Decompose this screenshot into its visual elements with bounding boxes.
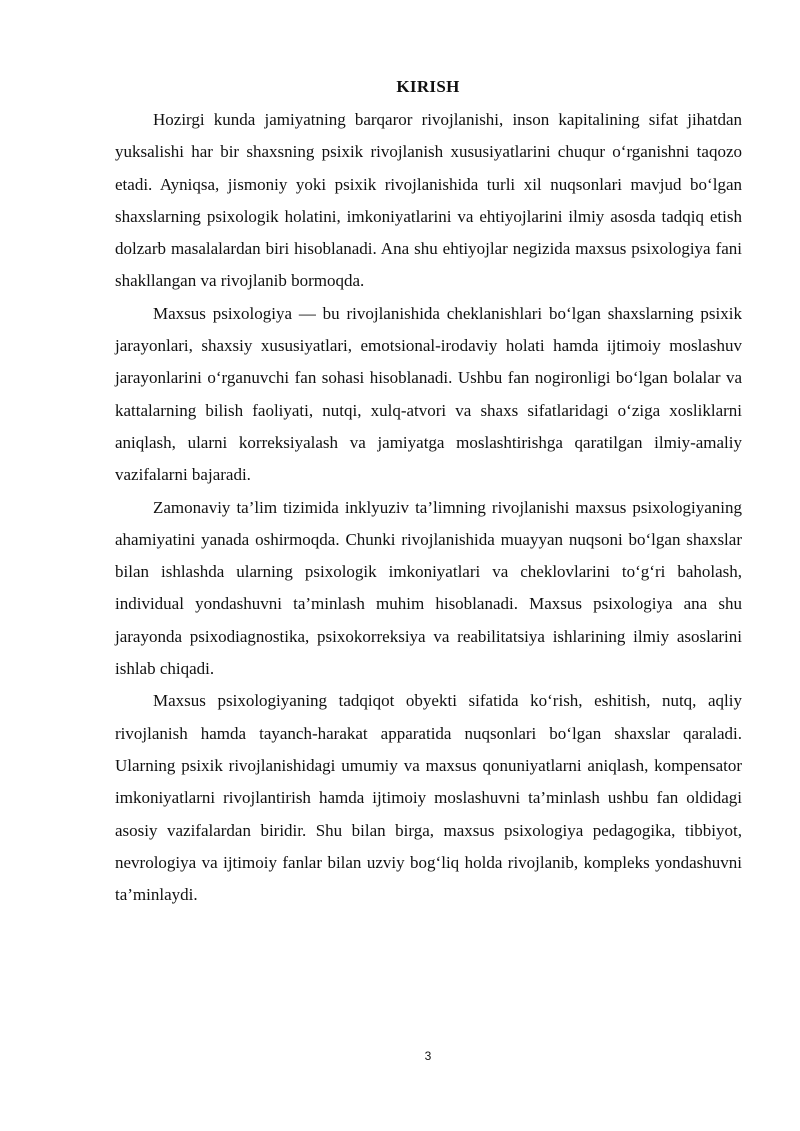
section-heading: KIRISH	[396, 77, 460, 96]
paragraph-1: Hozirgi kunda jamiyatning barqaror rivojlanishi, inson kapitalining sifat jihatdan yuksalishi har bir shaxsning psixik rivojlanish xususiyatlarini chuqur o‘rganishni taqozo etadi. Ayniqsa, jismoniy yoki psixik rivojlanishida turli xil nuqsonlari mavjud bo‘lgan shaxslarning psixologik holatini, imkoniyatlarini va ehtiyojlarini ilmiy asosda tadqiq etish dolzarb masalalardan biri hisoblanadi. Ana shu ehtiyojlar negizida maxsus psixologiya fani shakllangan va rivojlanib bormoqda.	[115, 110, 742, 291]
paragraph-3: Zamonaviy ta’lim tizimida inklyuziv ta’limning rivojlanishi maxsus psixologiyaning ahamiyatini yanada oshirmoqda. Chunki rivojlanishida muayyan nuqsoni bo‘lgan shaxslar bilan ishlashda ularning psixologik imkoniyatlari va cheklovlarini to‘g‘ri baholash, individual yondashuvni ta’minlash muhim hisoblanadi. Maxsus psixologiya ana shu jarayonda psixodiagnostika, psixokorreksiya va reabilitatsiya ishlarining ilmiy asoslarini ishlab chiqadi.	[115, 497, 742, 679]
paragraph-2: Maxsus psixologiya — bu rivojlanishida cheklanishlari bo‘lgan shaxslarning psixik jarayonlari, shaxsiy xususiyatlari, emotsional-irodaviy holati hamda ijtimoiy moslashuv jarayonlarini o‘rganuvchi fan sohasi hisoblanadi. Ushbu fan nogironligi bo‘lgan bolalar va kattalarning bilish faoliyati, nutqi, xulq-atvori va shaxs sifatlaridagi o‘ziga xosliklarni aniqlash, ularni korreksiyalash va jamiyatga moslashtirishga qaratilgan ilmiy-amaliy vazifalarni bajaradi.	[115, 303, 742, 485]
page-number: 3	[424, 1049, 432, 1063]
paragraph-4: Maxsus psixologiyaning tadqiqot obyekti sifatida ko‘rish, eshitish, nutq, aqliy rivojlanish hamda tayanch-harakat apparatida nuqsonlari bo‘lgan shaxslar qaraladi. Ularning psixik rivojlanishidagi umumiy va maxsus qonuniyatlarni aniqlash, kompensator imkoniyatlarni rivojlantirish hamda ijtimoiy moslashuvni ta’minlash ushbu fan oldidagi asosiy vazifalardan biridir. Shu bilan birga, maxsus psixologiya pedagogika, tibbiyot, nevrologiya va ijtimoiy fanlar bilan uzviy bog‘liq holda rivojlanib, kompleks yondashuvni ta’minlaydi.	[115, 691, 742, 905]
body-text	[115, 104, 742, 911]
